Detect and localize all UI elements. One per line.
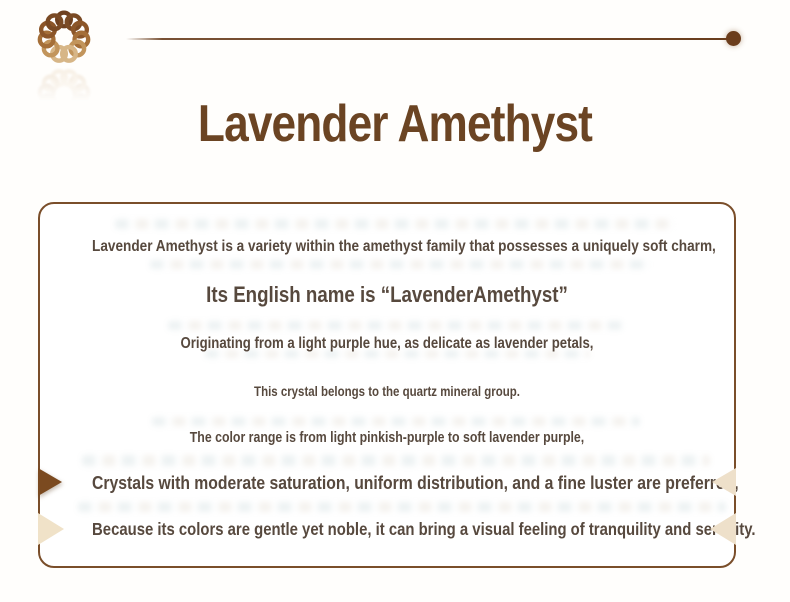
bead-ring-logo-icon [28,6,100,68]
card-line-color-range: The color range is from light pinkish-purple to soft lavender purple, [189,430,585,446]
arrow-right-faint-icon [38,513,64,545]
card-line-intro: Lavender Amethyst is a variety within the amethyst family that possesses a uniquely soft charm, [92,238,716,255]
card-line-feeling: Because its colors are gentle yet noble, it can bring a visual feeling of tranquility and serenity. [92,519,756,539]
header-divider-line [126,38,730,40]
arrow-left-faint-icon [710,513,736,545]
card-line-quality: Crystals with moderate saturation, uniform distribution, and a fine luster are preferred, [92,472,739,493]
card-line-english-name: Its English name is “LavenderAmethyst” [206,282,568,307]
arrow-right-icon [38,468,62,496]
arrow-left-faint-icon [712,468,736,496]
card-line-origin: Originating from a light purple hue, as delicate as lavender petals, [180,335,594,352]
card-line-mineral-group: This crystal belongs to the quartz mineral group. [254,384,520,399]
ghost-text-artifact [168,321,624,330]
description-card [38,202,756,568]
ghost-text-artifact [78,502,726,512]
page-title: Lavender Amethyst [197,95,593,153]
divider-end-dot-icon [726,31,741,46]
ghost-text-artifact [82,455,710,466]
ghost-text-artifact [150,260,650,269]
ghost-text-artifact [115,219,675,229]
ghost-text-artifact [152,417,640,426]
